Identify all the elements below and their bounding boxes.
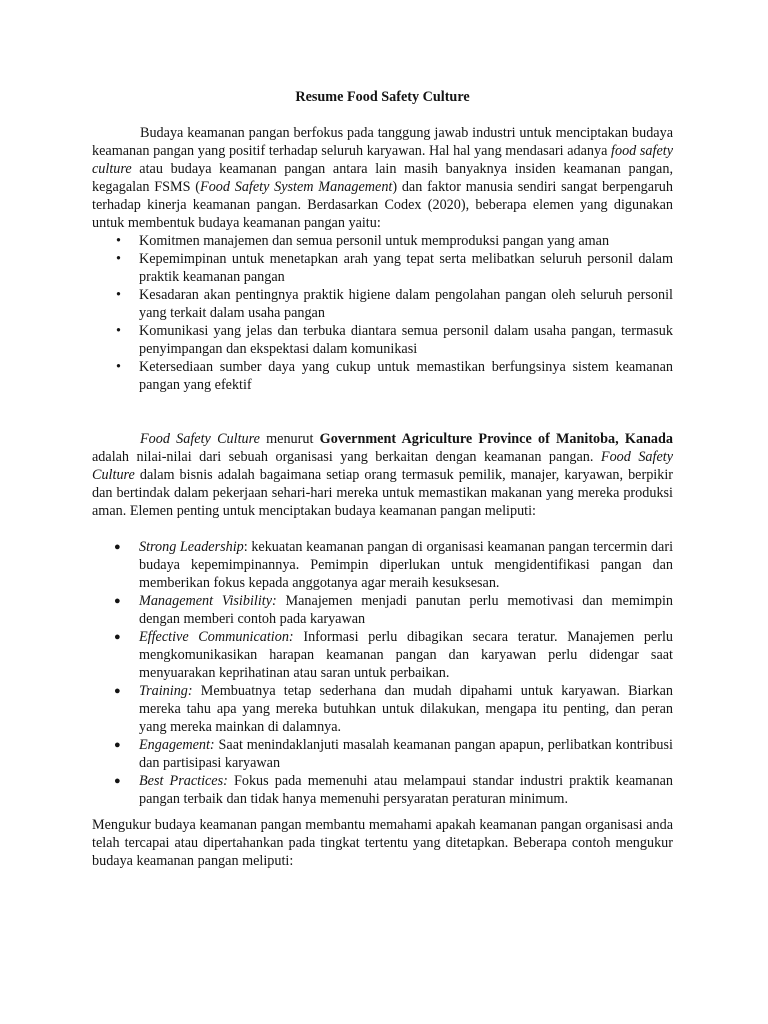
intro-paragraph	[92, 124, 673, 232]
element-term: Engagement:	[139, 737, 215, 753]
list-item	[92, 736, 673, 772]
codex-element-text: Komunikasi yang jelas dan terbuka diantara semua personil dalam usaha pangan, termasuk penyimpangan dan ekspektasi dalam komunikasi	[139, 323, 673, 357]
manitoba-italic-1: Food Safety Culture	[140, 431, 260, 447]
element-description: kekuatan keamanan pangan di organisasi keamanan pangan tercermin dari budaya kepemimpinannya. Pemimpin diperlukan untuk mengidentifikasi pangan dan memberikan fokus kepada anggotanya agar meraih kesuksesan.	[139, 539, 674, 591]
manitoba-bold-source: Government Agriculture Province of Manitoba, Kanada	[319, 431, 674, 447]
closing-paragraph: Mengukur budaya keamanan pangan membantu memahami apakah keamanan pangan organisasi anda telah tercapai atau dipertahankan pada tingkat tertentu yang ditetapkan. Beberapa contoh mengukur budaya keamanan pangan meliputi:	[92, 817, 673, 869]
list-item	[92, 682, 673, 736]
intro-text-3: ) dan faktor manusia sendiri sangat berpengaruh terhadap kinerja keamanan pangan. Berdasarkan Codex (2020), beberapa elemen yang digunakan untuk membentuk budaya keamanan pangan yaitu:	[92, 179, 673, 231]
list-item	[92, 628, 673, 682]
manitoba-paragraph	[92, 430, 673, 520]
list-item	[92, 538, 673, 592]
codex-element-text: Kepemimpinan untuk menetapkan arah yang tepat serta melibatkan seluruh personil dalam praktik keamanan pangan	[139, 251, 673, 285]
bullet: •	[116, 323, 121, 339]
element-description: Fokus pada memenuhi atau melampaui standar industri praktik keamanan pangan terbaik dan tidak hanya memenuhi persyaratan peraturan minimum.	[139, 773, 673, 807]
list-item	[92, 232, 673, 250]
bullet: ●	[114, 739, 121, 751]
manitoba-italic-2: Food Safety Culture	[92, 449, 674, 483]
codex-elements-list	[92, 232, 673, 394]
document-body	[92, 88, 673, 870]
bullet: •	[116, 359, 121, 375]
bullet: •	[116, 251, 121, 267]
list-item	[92, 286, 673, 322]
bullet: ●	[114, 631, 121, 643]
codex-element-text: Kesadaran akan pentingnya praktik higiene dalam pengolahan pangan oleh seluruh personil yang terkait dalam usaha pangan	[139, 287, 673, 321]
intro-italic-1: food safety culture	[92, 143, 673, 177]
list-item	[92, 772, 673, 808]
bullet: •	[116, 287, 121, 303]
manitoba-elements-list	[92, 538, 673, 808]
intro-text-2: atau budaya keamanan pangan antara lain masih banyaknya insiden keamanan pangan, kegagalan FSMS (	[92, 161, 673, 195]
list-item	[92, 358, 673, 394]
element-term: Effective Communication:	[139, 629, 294, 645]
element-term: Best Practices:	[139, 773, 228, 789]
element-description: Manajemen menjadi panutan perlu memotivasi dan memimpin dengan memberi contoh pada karyawan	[139, 593, 674, 627]
element-term: Training:	[139, 683, 193, 699]
bullet: ●	[114, 775, 121, 787]
element-description: Membuatnya tetap sederhana dan mudah dipahami untuk karyawan. Biarkan mereka tahu apa yang mereka butuhkan untuk dilakukan, mengapa itu penting, dan peran yang mereka mainkan di dalamnya.	[139, 683, 673, 735]
document-title: Resume Food Safety Culture	[295, 89, 470, 105]
element-description: Saat menindaklanjuti masalah keamanan pangan apapun, perlibatkan kontribusi dan partisipasi karyawan	[139, 737, 673, 771]
manitoba-text-2: adalah nilai-nilai dari sebuah organisasi yang berkaitan dengan keamanan pangan.	[92, 449, 601, 465]
manitoba-text-1: menurut	[259, 431, 320, 447]
manitoba-text-3: dalam bisnis adalah bagaimana setiap orang termasuk pemilik, manajer, karyawan, berpikir dan bertindak dalam pekerjaan sehari-hari mereka untuk memastikan makanan yang mereka produksi aman. Elemen penting untuk menciptakan budaya keamanan pangan meliputi:	[92, 467, 673, 519]
element-term: Management Visibility:	[139, 593, 277, 609]
list-item	[92, 322, 673, 358]
bullet: ●	[114, 685, 121, 697]
list-item	[92, 250, 673, 286]
element-separator: :	[243, 539, 248, 555]
list-item	[92, 592, 673, 628]
element-term: Strong Leadership	[139, 539, 244, 555]
codex-element-text: Ketersediaan sumber daya yang cukup untuk memastikan berfungsinya sistem keamanan pangan yang efektif	[139, 359, 673, 393]
element-description: Informasi perlu dibagikan secara teratur. Manajemen perlu mengkomunikasikan harapan keamanan pangan dan karyawan perlu didengar saat menyuarakan keprihatinan atau saran untuk perbaikan.	[139, 629, 673, 681]
intro-italic-2: Food Safety System Management	[200, 179, 393, 195]
intro-text-1: Budaya keamanan pangan berfokus pada tanggung jawab industri untuk menciptakan budaya keamanan pangan yang positif terhadap seluruh karyawan. Hal hal yang mendasari adanya	[92, 125, 673, 159]
bullet: ●	[114, 541, 121, 553]
codex-element-text: Komitmen manajemen dan semua personil untuk memproduksi pangan yang aman	[139, 233, 610, 249]
bullet: •	[116, 233, 121, 249]
bullet: ●	[114, 595, 121, 607]
